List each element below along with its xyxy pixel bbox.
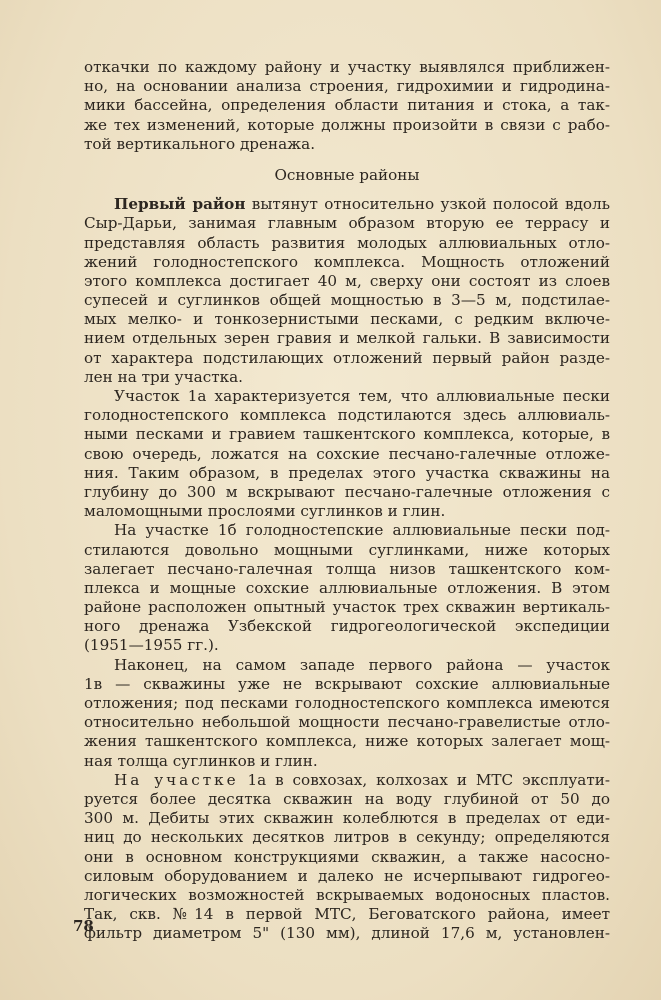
text-line: они в основном конструкциями скважин, а также насосно- bbox=[84, 847, 610, 866]
text-line: ния. Таким образом, в пределах этого участка скважины на bbox=[84, 463, 610, 482]
text-line bbox=[84, 771, 610, 790]
text-line: Сыр-Дарьи, занимая главным образом вторую ее террасу и bbox=[84, 214, 610, 233]
text-line: районе расположен опытный участок трех скважин вертикаль- bbox=[84, 598, 610, 617]
section-heading: Основные районы bbox=[274, 165, 420, 184]
text-line: Так, скв. №14 в первой МТС, Беговатского района, имеет bbox=[84, 905, 610, 924]
text-line: ниц до нескольких десятков литров в секунду; определяются bbox=[84, 828, 610, 847]
text-line: той вертикального дренажа. bbox=[84, 134, 316, 153]
text-line: голодностепского комплекса подстилаются здесь аллювиаль- bbox=[84, 406, 610, 425]
text-line: нием отдельных зерен гравия и мелкой гальки. В зависимости bbox=[84, 329, 610, 348]
text-line: Участок 1а характеризуется тем, что аллювиальные пески bbox=[114, 387, 610, 405]
text-line: (1951—1955 гг.). bbox=[84, 636, 219, 655]
text-line: мики бассейна, определения области питания и стока, а так- bbox=[84, 96, 610, 115]
main-text bbox=[84, 58, 610, 943]
text-line: руется более десятка скважин на воду глубиной от 50 до bbox=[84, 789, 610, 808]
text-line: плекса и мощные сохские аллювиальные отложения. В этом bbox=[84, 578, 610, 597]
paragraph-1v bbox=[84, 656, 610, 771]
text-line: На участке 1б голодностепские аллювиальные пески под- bbox=[114, 521, 610, 540]
paragraph-1b bbox=[84, 521, 610, 655]
text-line: стилаются довольно мощными суглинками, ниже которых bbox=[84, 540, 610, 559]
text-line: свою очередь, ложатся на сохские песчано-галечные отложе- bbox=[84, 444, 610, 463]
text-line: логических возможностей вскрываемых водоносных пластов. bbox=[84, 885, 610, 904]
line-rest: вытянут относительно узкой полосой вдоль bbox=[245, 195, 610, 214]
text-line: но, на основании анализа строения, гидрохимии и гидродина- bbox=[84, 77, 610, 96]
text-line: же тех изменений, которые должны произойти в связи с рабо- bbox=[84, 115, 610, 134]
text-line: жений голодностепского комплекса. Мощность отложений bbox=[84, 252, 610, 271]
paragraph-intro bbox=[84, 58, 610, 154]
paragraph-1a bbox=[84, 387, 610, 521]
text-line: 1в — скважины уже не вскрывают сохские аллювиальные bbox=[84, 674, 610, 693]
text-line: жения ташкентского комплекса, ниже которых залегает мощ- bbox=[84, 732, 610, 751]
text-line: фильтр диаметром 5" (130 мм), длиной 17,6 м, установлен- bbox=[84, 924, 610, 943]
text-line: ная толща суглинков и глин. bbox=[84, 751, 318, 770]
text-line: ными песками и гравием ташкентского комплекса, которые, в bbox=[84, 425, 610, 444]
text-line: 300 м. Дебиты этих скважин колеблются в пределах от еди- bbox=[84, 809, 610, 828]
text-line: Наконец, на самом западе первого района — участок bbox=[114, 655, 610, 674]
text-line bbox=[84, 195, 610, 214]
paragraph-first-district bbox=[84, 195, 610, 387]
text-line: залегает песчано-галечная толща низов ташкентского ком- bbox=[84, 559, 610, 578]
text-line: супесей и суглинков общей мощностью в 3—5 м, подстилае- bbox=[84, 291, 610, 310]
text-line: мых мелко- и тонкозернистыми песками, с редким включе- bbox=[84, 310, 610, 329]
text-line: глубину до 300 м вскрывают песчано-галечные отложения с bbox=[84, 482, 610, 501]
bold-lead: Первый район bbox=[114, 195, 246, 214]
text-line: маломощными прослоями суглинков и глин. bbox=[84, 502, 446, 521]
text-line: этого комплекса достигает 40 м, сверху они состоят из слоев bbox=[84, 271, 610, 290]
text-line: относительно небольшой мощности песчано-гравелистые отло- bbox=[84, 713, 610, 732]
text-line: силовым оборудованием и далеко не исчерпывают гидрогео- bbox=[84, 866, 610, 885]
text-line: отложения; под песками голодностепского комплекса имеются bbox=[84, 694, 610, 712]
text-line: от характера подстилающих отложений первый район разде- bbox=[84, 348, 610, 367]
page-number: 78 bbox=[73, 917, 94, 935]
paragraph-wells bbox=[84, 771, 610, 944]
spaced-lead: На участке bbox=[114, 770, 239, 789]
text-line: откачки по каждому району и участку выявлялся приближен- bbox=[84, 58, 610, 76]
text-line: представляя область развития молодых аллювиальных отло- bbox=[84, 233, 610, 252]
text-line: ного дренажа Узбекской гидрогеологической экспедиции bbox=[84, 617, 610, 636]
line-rest: 1а в совхозах, колхозах и МТС эксплуати- bbox=[238, 770, 610, 789]
text-line: лен на три участка. bbox=[84, 367, 243, 386]
